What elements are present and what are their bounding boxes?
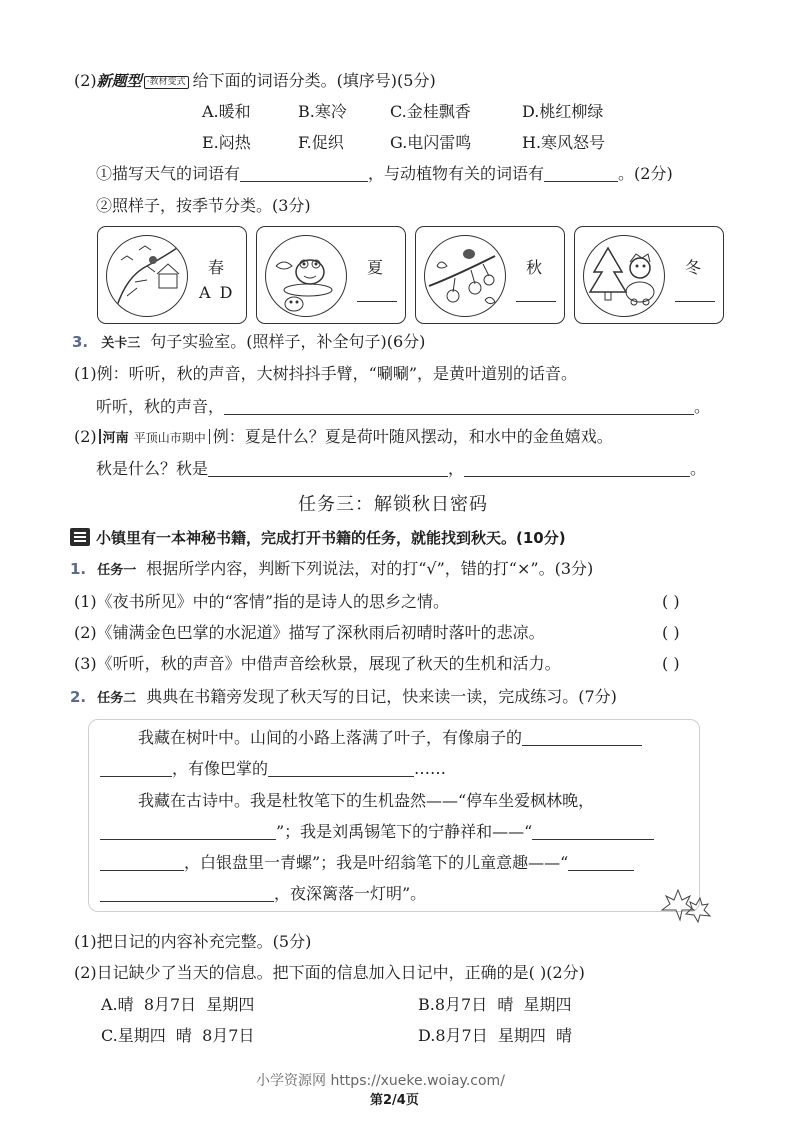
- q2-option-b: B.寒冷: [298, 102, 347, 121]
- section-three-icon: [70, 528, 90, 546]
- plant-animal-words-blank[interactable]: [544, 165, 618, 182]
- diary-line5: [100, 852, 634, 874]
- summer-illustration: [265, 235, 347, 317]
- diary-line6: [100, 883, 426, 905]
- q2-sub2: ②照样子，按季节分类。(3分): [96, 196, 311, 215]
- task2-choice-a: A.晴 8月7日 星期四: [101, 995, 255, 1014]
- task2-tag: 任务二: [97, 691, 137, 706]
- diary-text-1: 我藏在树叶中。山间的小路上落满了叶子，有像扇子的: [138, 728, 523, 747]
- q2-sub1-text-b: ，与动植物有关的词语有: [368, 164, 545, 183]
- task2-choice-b: B.8月7日 晴 星期四: [418, 995, 572, 1014]
- season-answer-summer-blank[interactable]: [357, 301, 397, 302]
- source-bar: [99, 429, 101, 444]
- season-card-autumn: [415, 226, 565, 324]
- source-bar-2: [209, 429, 210, 444]
- q3-region-tag: 河南: [102, 431, 129, 446]
- maple-leaf-icon: [656, 884, 712, 928]
- diary-ellipsis: ……: [414, 759, 447, 778]
- task2-sub2: (2)日记缺少了当天的信息。把下面的信息加入日记中，正确的是( )(2分): [74, 963, 585, 982]
- q3-fill2-comma: ，: [448, 459, 465, 478]
- diary-blank-fan[interactable]: [522, 729, 642, 746]
- season-card-summer: [256, 226, 406, 324]
- autumn-illustration: [424, 235, 506, 317]
- season-label-autumn: 秋: [526, 258, 543, 277]
- q3-fill2: [96, 458, 706, 480]
- q2-sub1: [96, 163, 673, 185]
- diary-blank-yeshaoweng[interactable]: [568, 854, 634, 871]
- q2-option-f: F.促织: [298, 133, 344, 152]
- q3-fill2-blank-a[interactable]: [208, 460, 448, 477]
- diary-blank-liuyuxi[interactable]: [532, 823, 654, 840]
- diary-blank-fan-cont[interactable]: [100, 760, 172, 777]
- diary-blank-dumu[interactable]: [100, 823, 276, 840]
- q3-example2-text: 例：夏是什么？夏是荷叶随风摆动，和水中的金鱼嬉戏。: [212, 427, 613, 446]
- q3-example1: [74, 363, 577, 385]
- task2-sub1: (1)把日记的内容补充完整。(5分): [74, 932, 312, 951]
- q3-number: 3.: [72, 333, 89, 351]
- q3-fill2-end: 。: [690, 459, 707, 478]
- season-answer-winter-blank[interactable]: [675, 301, 715, 302]
- task2-choice-c: C.星期四 晴 8月7日: [101, 1026, 255, 1045]
- spring-illustration: [106, 235, 188, 317]
- q3-level-tag: 关卡三: [101, 336, 141, 351]
- diary-line2: [100, 758, 446, 780]
- season-answer-autumn-blank[interactable]: [516, 301, 556, 302]
- q2-option-c: C.金桂飘香: [390, 102, 471, 121]
- q3-example1-text: 听听，秋的声音，大树抖抖手臂，“唰唰”，是黄叶道别的话音。: [128, 364, 578, 383]
- diary-line1: [138, 727, 642, 749]
- diary-line4: [100, 821, 654, 843]
- task1-tag: 任务一: [97, 563, 137, 578]
- diary-text-2: ，有像巴掌的: [172, 759, 269, 778]
- q2-sub1-text-c: 。(2分): [618, 164, 673, 183]
- task1-number: 1.: [70, 560, 87, 578]
- q3-example2-label: (2): [74, 427, 97, 446]
- task2-choice-d: D.8月7日 星期四 晴: [418, 1026, 573, 1045]
- q3-fill2-text: 秋是什么？秋是: [96, 459, 209, 478]
- q3-example1-label: (1)例：: [74, 364, 129, 383]
- task1-answer-paren-1[interactable]: ( ): [662, 592, 680, 611]
- q3-header: [72, 331, 425, 355]
- page-number: 第2/4页: [370, 1093, 419, 1108]
- season-label-spring: 春: [208, 258, 225, 277]
- q2-option-a: A.暖和: [202, 102, 251, 121]
- task1-item3: (3)《听听，秋的声音》中借声音绘秋景，展现了秋天的生机和活力。: [74, 654, 561, 673]
- season-label-summer: 夏: [367, 258, 384, 277]
- task2-title: 典典在书籍旁发现了秋天写的日记，快来读一读，完成练习。(7分): [146, 687, 617, 706]
- textbook-variant-badge: ·教材变式: [144, 76, 189, 89]
- q3-fill1-end: 。: [694, 397, 711, 416]
- q3-title: 句子实验室。(照样子，补全句子)(6分): [150, 332, 426, 351]
- q2-option-e: E.闷热: [202, 133, 251, 152]
- q3-fill1: [96, 396, 710, 418]
- diary-blank-liuyuxi-cont[interactable]: [100, 854, 184, 871]
- diary-text-6: ，夜深篱落一灯明”。: [274, 884, 427, 903]
- watermark: 小学资源网 https://xueke.woiay.com/: [256, 1073, 505, 1089]
- diary-blank-palm[interactable]: [268, 760, 414, 777]
- diary-line3: 我藏在古诗中。我是杜牧笔下的生机盎然——“停车坐爱枫林晚，: [138, 791, 595, 810]
- new-question-badge: 新题型: [96, 72, 142, 90]
- q2-option-h: H.寒风怒号: [522, 133, 606, 152]
- task3-title: 任务三：解锁秋日密码: [298, 494, 488, 515]
- weather-words-blank[interactable]: [240, 165, 368, 182]
- q3-fill1-blank[interactable]: [224, 398, 694, 415]
- q2-option-g: G.电闪雷鸣: [390, 133, 472, 152]
- q3-fill1-text: 听听，秋的声音，: [96, 397, 225, 416]
- q2-header: [74, 70, 436, 92]
- section3-title: 小镇里有一本神秘书籍，完成打开书籍的任务，就能找到秋天。(10分): [96, 529, 566, 547]
- diary-text-4: ”；我是刘禹锡笔下的宁静祥和——“: [276, 822, 533, 841]
- q3-source: 平顶山市期中: [133, 431, 206, 445]
- task2-header: [70, 686, 617, 710]
- q2-number: (2): [74, 71, 97, 90]
- season-card-winter: [574, 226, 724, 324]
- task1-item2: (2)《铺满金色巴掌的水泥道》描写了深秋雨后初晴时落叶的悲凉。: [74, 623, 545, 642]
- task2-number: 2.: [70, 688, 87, 706]
- season-label-winter: 冬: [685, 258, 702, 277]
- task1-item1: (1)《夜书所见》中的“客情”指的是诗人的思乡之情。: [74, 592, 450, 611]
- q2-prompt: 给下面的词语分类。(填序号)(5分): [192, 71, 436, 90]
- task1-answer-paren-3[interactable]: ( ): [662, 654, 680, 673]
- q3-example2: [74, 426, 613, 450]
- q2-option-d: D.桃红柳绿: [522, 102, 604, 121]
- task1-answer-paren-2[interactable]: ( ): [662, 623, 680, 642]
- diary-text-5: ，白银盘里一青螺”；我是叶绍翁笔下的儿童意趣——“: [184, 853, 569, 872]
- diary-blank-yeshaoweng-cont[interactable]: [100, 885, 274, 902]
- season-answer-spring: A D: [199, 283, 235, 302]
- season-card-spring: [97, 226, 247, 324]
- q2-sub1-text-a: ①描写天气的词语有: [96, 164, 241, 183]
- q3-fill2-blank-b[interactable]: [464, 460, 690, 477]
- task1-title: 根据所学内容，判断下列说法，对的打“√”，错的打“×”。(3分): [146, 559, 594, 578]
- winter-illustration: [583, 235, 665, 317]
- section3-header: [70, 527, 566, 549]
- task1-header: [70, 558, 593, 582]
